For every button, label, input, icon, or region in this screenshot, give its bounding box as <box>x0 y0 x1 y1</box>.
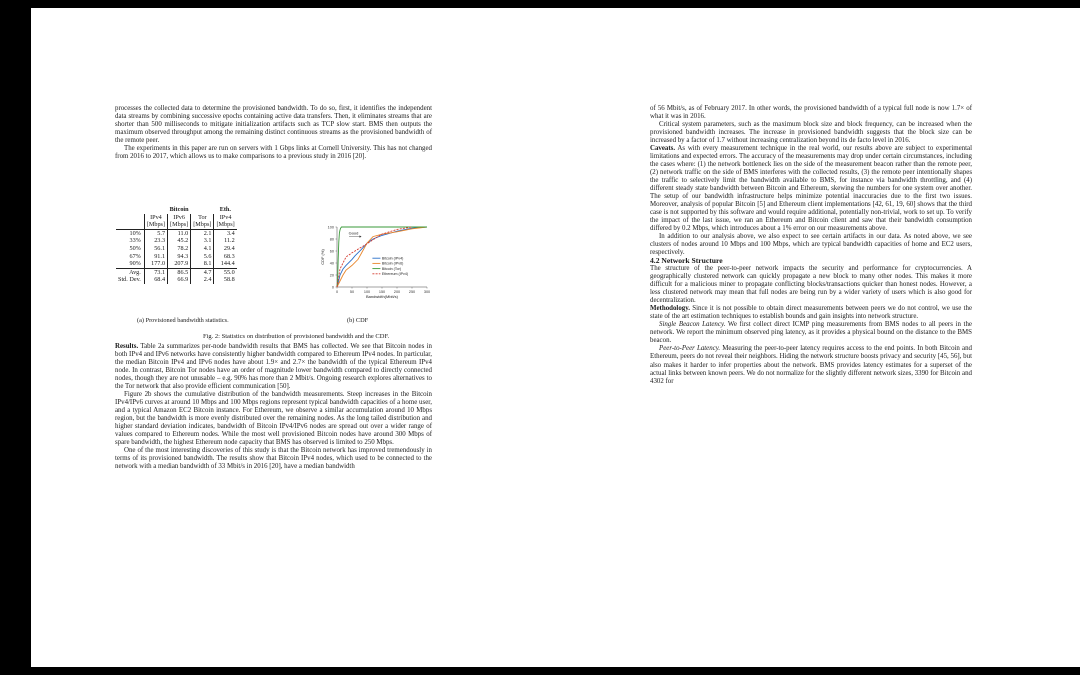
x-tick-label: 200 <box>393 290 401 294</box>
bandwidth-stats-table <box>116 206 237 284</box>
x-tick-label: 150 <box>378 290 386 294</box>
caveats-heading: Caveats. <box>650 145 676 153</box>
legend-label: Ethereum (IPv4) <box>381 272 409 277</box>
paragraph-single-beacon: Single Beacon Latency. We first collect direct ICMP ping measurements from BMS nodes to all peers in the network. We report the minimum observed ping latency, as it provides a physical bound on the distance to the BMS beacon. <box>650 321 972 345</box>
table-group-eth: Eth. <box>219 206 231 213</box>
section-heading: 4.2 Network Structure <box>650 256 723 266</box>
table-row: 90% 177.0 207.9 8.1 144.4 <box>116 260 237 268</box>
table-group-bitcoin: Bitcoin <box>169 206 189 213</box>
left-column-bottom <box>115 343 432 471</box>
y-tick-label: 20 <box>329 273 334 278</box>
table-unit: [Mbps] <box>168 221 191 229</box>
left-column-top <box>115 105 432 161</box>
x-tick-label: 250 <box>408 290 416 294</box>
table-row: 33% 23.3 45.2 3.1 11.2 <box>116 237 237 245</box>
cdf-chart <box>315 221 435 313</box>
paragraph-methodology: Methodology. Since it is not possible to obtain direct measurements between peers we do not control, we use the state of the art estimation techniques to establish bounds and gain insights into network structure. <box>650 305 972 321</box>
paragraph-p2p-latency: Peer-to-Peer Latency. Measuring the peer-to-peer latency requires access to the end points. In both Bitcoin and Ethereum, peers do not reveal their neighbors. Hiding the network structure boosts privacy and security [45, 56], but also makes it harder to infer properties about the network. BMS provides latency estimates for a superset of the actual links between known peers. We do not normalize for the slightly different network sizes, 3390 for Bitcoin and 4302 for <box>650 345 972 385</box>
paragraph-structure: The structure of the peer-to-peer network impacts the security and performance for cryptocurrencies. A geographically clustered network can quickly propagate a new block to many other nodes. This makes it more difficult for a malicious miner to propagate conflicting blocks/transactions quicker than honest nodes. However, a less clustered network may mean that full nodes are being run by a wider variety of users which is also good for decentralization. <box>650 265 972 305</box>
table-col-header: IPv4 <box>219 213 232 221</box>
paragraph-critical: Critical system parameters, such as the maximum block size and block frequency, can be increased when the provisioned bandwidth increases. The increase in provisioned bandwidth suggests that the block size can be increased by a factor of 1.7 without increasing centralization beyond its de facto level in 2016. <box>650 121 972 145</box>
paragraph-continued: of 56 Mbit/s, as of February 2017. In other words, the provisioned bandwidth of a typical full node is now 1.7× of what it was in 2016. <box>650 105 972 121</box>
y-tick-label: 60 <box>329 249 334 254</box>
y-tick-label: 0 <box>331 285 334 290</box>
y-tick-label: 40 <box>329 261 334 266</box>
paragraph-discovery: One of the most interesting discoveries of this study is that the Bitcoin network has improved tremendously in terms of its provisioned bandwidth. The results show that Bitcoin IPv4 nodes, which used to be connected to the network with a median bandwidth of 33 Mbit/s in 2016 [20], have a median bandwidth <box>115 447 432 471</box>
table-row: 50% 56.1 78.2 4.1 29.4 <box>116 245 237 253</box>
figure-caption: Fig. 2: Statistics on distribution of provisioned bandwidth and the CDF. <box>203 333 390 340</box>
right-column <box>650 105 972 386</box>
table-unit: [Mbps] <box>216 221 235 229</box>
paragraph-caveats: Caveats. As with every measurement technique in the real world, our results above are subject to experimental limitations and expected errors. The accuracy of the measurements may drop under certain circumstances, including the cases where: (1) the network bottleneck lies on the side of the measurement beacon rather than the remote peer, (2) network traffic on the side of BMS interferes with the collected results, (3) the remote peer intentionally shapes the traffic to selectively limit the bandwidth available to BMS, for instance via bandwidth throttling, and (4) different steady state bandwidth between Bitcoin and Ethereum, skewing the numbers for one system over another. The setup of our bandwidth infrastructure helps minimize potential inaccuracies due to the first two issues. Moreover, analysis of popular Bitcoin [5] and Ethereum client implementations [42, 61, 19, 60] shows that the third case is not supported by this software and would require additional, potentially non-trivial, work to set up. To verify the impact of the last issue, we ran an Ethereum and Bitcoin client and saw that their bandwidth consumption differed by 0.2 Mbps, which introduces about a 1% error on our measurements above. <box>650 145 972 233</box>
single-beacon-heading: Single Beacon Latency. <box>659 321 726 329</box>
paragraph-addition: In addition to our analysis above, we also expect to see certain artifacts in our data. As noted above, we see clusters of nodes around 10 Mbps and 100 Mbps, which are typical bandwidth capacities of home and EC2 users, respectively. <box>650 233 972 257</box>
y-tick-label: 100 <box>327 225 334 230</box>
paragraph-results: Results. Table 2a summarizes per-node bandwidth results that BMS has collected. We see that Bitcoin nodes in both IPv4 and IPv6 networks have consistently higher bandwidth compared to Ethereum IPv4 nodes. In particular, the median Bitcoin IPv4 and IPv6 nodes have about 1.9× and 2.7× the bandwidth of the typical Ethereum IPv4 node. In contrast, Bitcoin Tor nodes have an order of magnitude lower bandwidth compared to directly connected nodes, though they are not unusable – e.g. 90% has more than 2 Mbit/s. Ongoing research explores alternatives to the Tor network that also provide efficient communication [50]. <box>115 343 432 391</box>
table-unit: [Mbps] <box>191 221 214 229</box>
table-col-header: Tor <box>191 214 214 222</box>
paragraph-intro: processes the collected data to determine the provisioned bandwidth. To do so, first, it identifies the independent data streams by combining successive epochs containing active data transfers. Then, it eliminates streams that are shorter than 500 milliseconds to mitigate initialization artifacts such as TCP slow start. BMS then outputs the maximum observed throughput among the remaining distinct continuous streams as the provisioned bandwidth of the remote peer. <box>115 105 432 145</box>
methodology-heading: Methodology. <box>650 305 691 313</box>
table-col-header: IPv6 <box>168 214 191 222</box>
table-unit: [Mbps] <box>144 221 167 229</box>
caption-b: (b) CDF <box>347 317 369 324</box>
legend-label: Bitcoin (IPv6) <box>381 261 404 266</box>
table-row: Avg. 73.1 86.5 4.7 55.0 <box>116 268 237 276</box>
paragraph-experiments: The experiments in this paper are run on servers with 1 Gbps links at Cornell University. This has not changed from 2016 to 2017, which allows us to make comparisons to a previous study in 2016 [20]. <box>115 145 432 161</box>
figure-2 <box>115 203 432 343</box>
x-axis-label: Bandwidth(Mbit/s) <box>365 294 399 299</box>
table-row: 10% 5.7 11.0 2.1 3.4 <box>116 229 237 237</box>
p2p-latency-heading: Peer-to-Peer Latency. <box>659 345 721 353</box>
y-tick-label: 80 <box>329 237 334 242</box>
legend-label: Bitcoin (IPv4) <box>381 256 404 261</box>
good-arrow-head <box>360 235 362 237</box>
paper-page <box>31 8 1080 667</box>
table-row: 67% 91.1 94.3 5.6 68.3 <box>116 253 237 261</box>
table-col-header: IPv4 <box>144 214 167 222</box>
y-axis-label: CDF (%) <box>320 249 325 265</box>
paragraph-figure-2b: Figure 2b shows the cumulative distribution of the bandwidth measurements. Steep increases in the Bitcoin IPv4/IPv6 curves at around 10 Mbps and 100 Mbps regions represent typical bandwidth capacities of a home user, and a typical Amazon EC2 Bitcoin instance. For Ethereum, we observe a similar accumulation around 10 Mbps region, but the bandwidth is more evenly distributed over the remaining nodes. As the long tailed distribution and higher standard deviation indicates, bandwidth of Bitcoin IPv4/IPv6 nodes are spread out over a wider range of values compared to Ethereum nodes. While the most well provisioned Bitcoin nodes have around 300 Mbps of spare bandwidth, the highest Ethereum node capacity that BMS has observed is limited to 250 Mbps. <box>115 391 432 447</box>
annotation-good: Good <box>348 230 359 236</box>
table-row: Std. Dev. 68.4 66.9 2.4 58.8 <box>118 276 235 284</box>
x-tick-label: 300 <box>423 290 431 294</box>
results-heading: Results. <box>115 343 139 350</box>
x-tick-label: 100 <box>363 290 371 294</box>
caption-a: (a) Provisioned bandwidth statistics. <box>137 317 229 324</box>
x-tick-label: 0 <box>335 290 339 294</box>
legend-label: Bitcoin (Tor) <box>381 266 402 271</box>
x-tick-label: 50 <box>349 290 355 294</box>
